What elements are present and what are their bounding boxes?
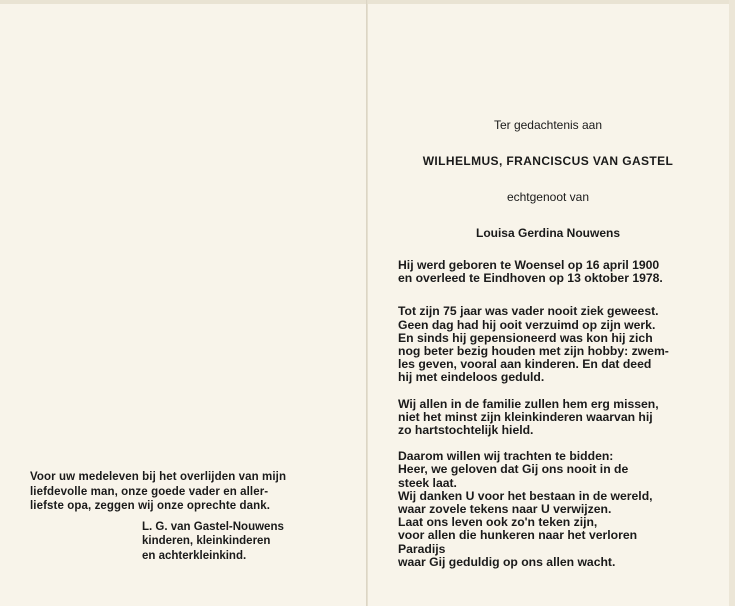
paragraph-line: Laat ons leven ook zo'n teken zijn, xyxy=(398,515,598,530)
paragraph-line: Geen dag had hij ooit verzuimd op zijn werk. xyxy=(398,317,656,332)
spouse-name: Louisa Gerdina Nouwens xyxy=(475,226,621,240)
paragraph-line: voor allen die hunkeren naar het verloren xyxy=(398,528,638,543)
deceased-name: WILHELMUS, FRANCISCUS VAN GASTEL xyxy=(422,154,674,168)
paragraph-line: Paradijs xyxy=(398,541,446,556)
thanks-line: liefste opa, zeggen wij onze oprechte dank. xyxy=(30,500,271,512)
signer-line: L. G. van Gastel-Nouwens xyxy=(142,520,284,533)
signer-line: kinderen, kleinkinderen xyxy=(142,535,271,547)
life-paragraph xyxy=(398,305,698,384)
paragraph-line: Wij danken U voor het bestaan in de wereld, xyxy=(398,488,653,503)
paragraph-line: waar Gij geduldig op ons allen wacht. xyxy=(398,554,616,569)
paragraph-line: waar zovele tekens naar U verwijzen. xyxy=(398,502,612,517)
signer-line: en achterkleinkind. xyxy=(142,549,247,562)
paragraph-line: les geven, vooral aan kinderen. En dat deed xyxy=(398,357,652,372)
paragraph-line: En sinds hij gepensioneerd was kon hij zich xyxy=(398,330,653,345)
signers-block xyxy=(142,520,330,564)
paragraph-line: Tot zijn 75 jaar was vader nooit ziek geweest. xyxy=(398,304,659,319)
paragraph-line: hij met eindeloos geduld. xyxy=(398,370,545,385)
card-fold-line xyxy=(366,0,368,606)
paragraph-line: nog beter bezig houden met zijn hobby: zwem- xyxy=(398,344,669,359)
paragraph-line: Wij allen in de familie zullen hem erg missen, xyxy=(398,396,659,411)
memorial-section xyxy=(398,118,698,569)
paragraph-line: Daarom willen wij trachten te bidden: xyxy=(398,449,614,464)
birth-death-paragraph xyxy=(398,259,698,285)
paragraph-line: Heer, we geloven dat Gij ons nooit in de xyxy=(398,462,629,477)
prayer-paragraph xyxy=(398,450,698,569)
family-paragraph xyxy=(398,398,698,438)
thank-you-section xyxy=(30,470,330,563)
thanks-line: Voor uw medeleven bij het overlijden van mijn xyxy=(30,471,287,483)
paragraph-line: zo hartstochtelijk hield. xyxy=(398,423,534,438)
card-right-edge xyxy=(729,0,735,606)
thank-you-text xyxy=(30,470,330,514)
spouse-label: echtgenoot van xyxy=(506,190,590,204)
memorial-intro: Ter gedachtenis aan xyxy=(493,118,603,132)
paragraph-line: niet het minst zijn kleinkinderen waarvan hij xyxy=(398,409,653,424)
paragraph-line: steek laat. xyxy=(398,475,457,490)
paragraph-line: en overleed te Eindhoven op 13 oktober 1978. xyxy=(398,271,663,286)
thanks-line: liefdevolle man, onze goede vader en aller- xyxy=(30,485,269,498)
paragraph-line: Hij werd geboren te Woensel op 16 april 1900 xyxy=(398,258,660,272)
